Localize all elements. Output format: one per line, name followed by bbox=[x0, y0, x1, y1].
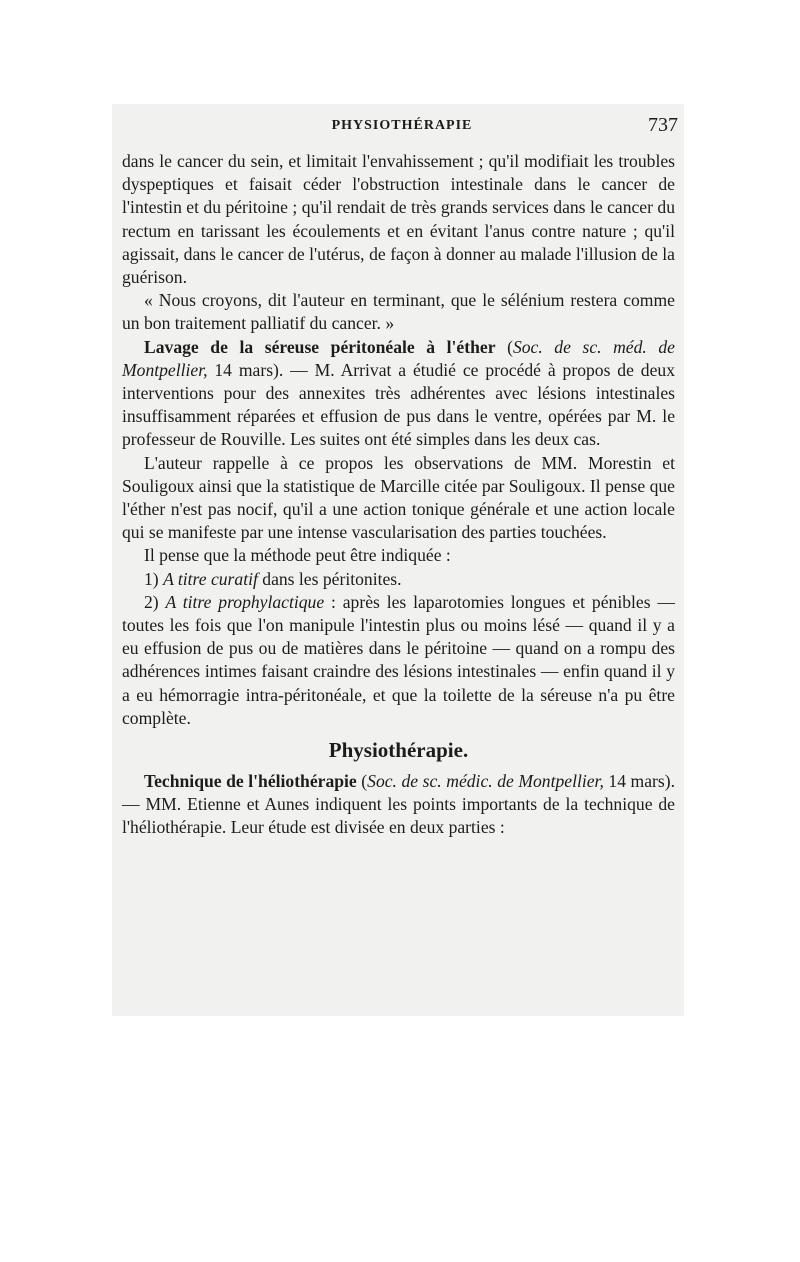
source-date: 14 mars). — bbox=[122, 771, 675, 815]
source-citation: Soc. de sc. médic. de Montpellier, bbox=[367, 771, 604, 792]
source-date: 14 mars). — bbox=[207, 359, 315, 380]
article-title-lavage: Lavage de la séreuse péritonéale à l'éther bbox=[144, 336, 496, 357]
source-open: ( bbox=[495, 336, 513, 357]
paragraph-observations: L'auteur rappelle à ce propos les observations de MM. Morestin et Souligoux ainsi que la statistique de Marcille citée par Souligoux. Il pense que l'éther n'est pas nocif, qu'il a une action tonique générale et une action locale qui se manifeste par une intense vascularisation des parties touchées. bbox=[122, 452, 675, 543]
list-item-prophylactique bbox=[122, 591, 675, 730]
list-number: 2) bbox=[144, 591, 166, 612]
running-title: PHYSIOTHÉRAPIE bbox=[331, 118, 473, 133]
list-item-curatif bbox=[122, 568, 675, 591]
paragraph-cancer-continuation: dans le cancer du sein, et limitait l'envahissement ; qu'il modifiait les troubles dyspeptiques et faisait céder l'obstruction intestinale dans le cancer de l'intestin et du péritoine ; qu'il rendait de très grands services dans le cancer du rectum en tarissant les écoulements et en évitant l'anus contre nature ; qu'il agissait, dans le cancer de l'utérus, de façon à donner au malade l'illusion de la guérison. bbox=[122, 151, 675, 288]
paragraph-heliotherapie bbox=[122, 770, 675, 840]
list-text: : après les laparotomies longues et pénibles — toutes les fois que l'on manipule l'intestin plus ou moins lésé — quand il y a eu effusion de pus ou de matières dans le péritoine — quand on a rompu des adhérences intimes faisant craindre des lésions intestinales — enfin quand il y a eu hémorragie intra-péritonéale, et que la toilette de la séreuse n'a pu être complète. bbox=[122, 591, 675, 728]
paragraph-lavage bbox=[122, 336, 675, 452]
source-open: ( bbox=[356, 771, 368, 792]
section-title-physiotherapie: Physiothérapie. bbox=[328, 738, 469, 763]
list-number: 1) bbox=[144, 568, 164, 589]
list-text: dans les péritonites. bbox=[257, 568, 402, 589]
article-title-heliotherapie: Technique de l'héliothérapie bbox=[144, 771, 357, 792]
paragraph-selenium-conclusion: « Nous croyons, dit l'auteur en terminant, que le sélénium restera comme un bon traitement palliatif du cancer. » bbox=[122, 290, 675, 334]
list-label: A titre prophylactique bbox=[165, 591, 325, 612]
paragraph-text: MM. Etienne et Aunes indiquent les points importants de la technique de l'héliothérapie. Leur étude est divisée en deux parties : bbox=[122, 794, 675, 838]
page-body bbox=[122, 150, 675, 840]
page-header bbox=[122, 114, 682, 138]
list-label: A titre curatif bbox=[163, 568, 258, 589]
paragraph-indications-intro: Il pense que la méthode peut être indiquée : bbox=[144, 545, 451, 566]
source-citation: Soc. de sc. méd. de Montpellier, bbox=[122, 336, 675, 380]
paragraph-text: M. Arrivat a étudié ce procédé à propos de deux interventions pour des annexites très adhérentes avec lésions intestinales insuffisamment réparées et effusion de pus dans le ventre, opérées par M. le professeur de Rouville. Les suites ont été simples dans les deux cas. bbox=[122, 359, 675, 450]
page-number: 737 bbox=[648, 114, 678, 136]
